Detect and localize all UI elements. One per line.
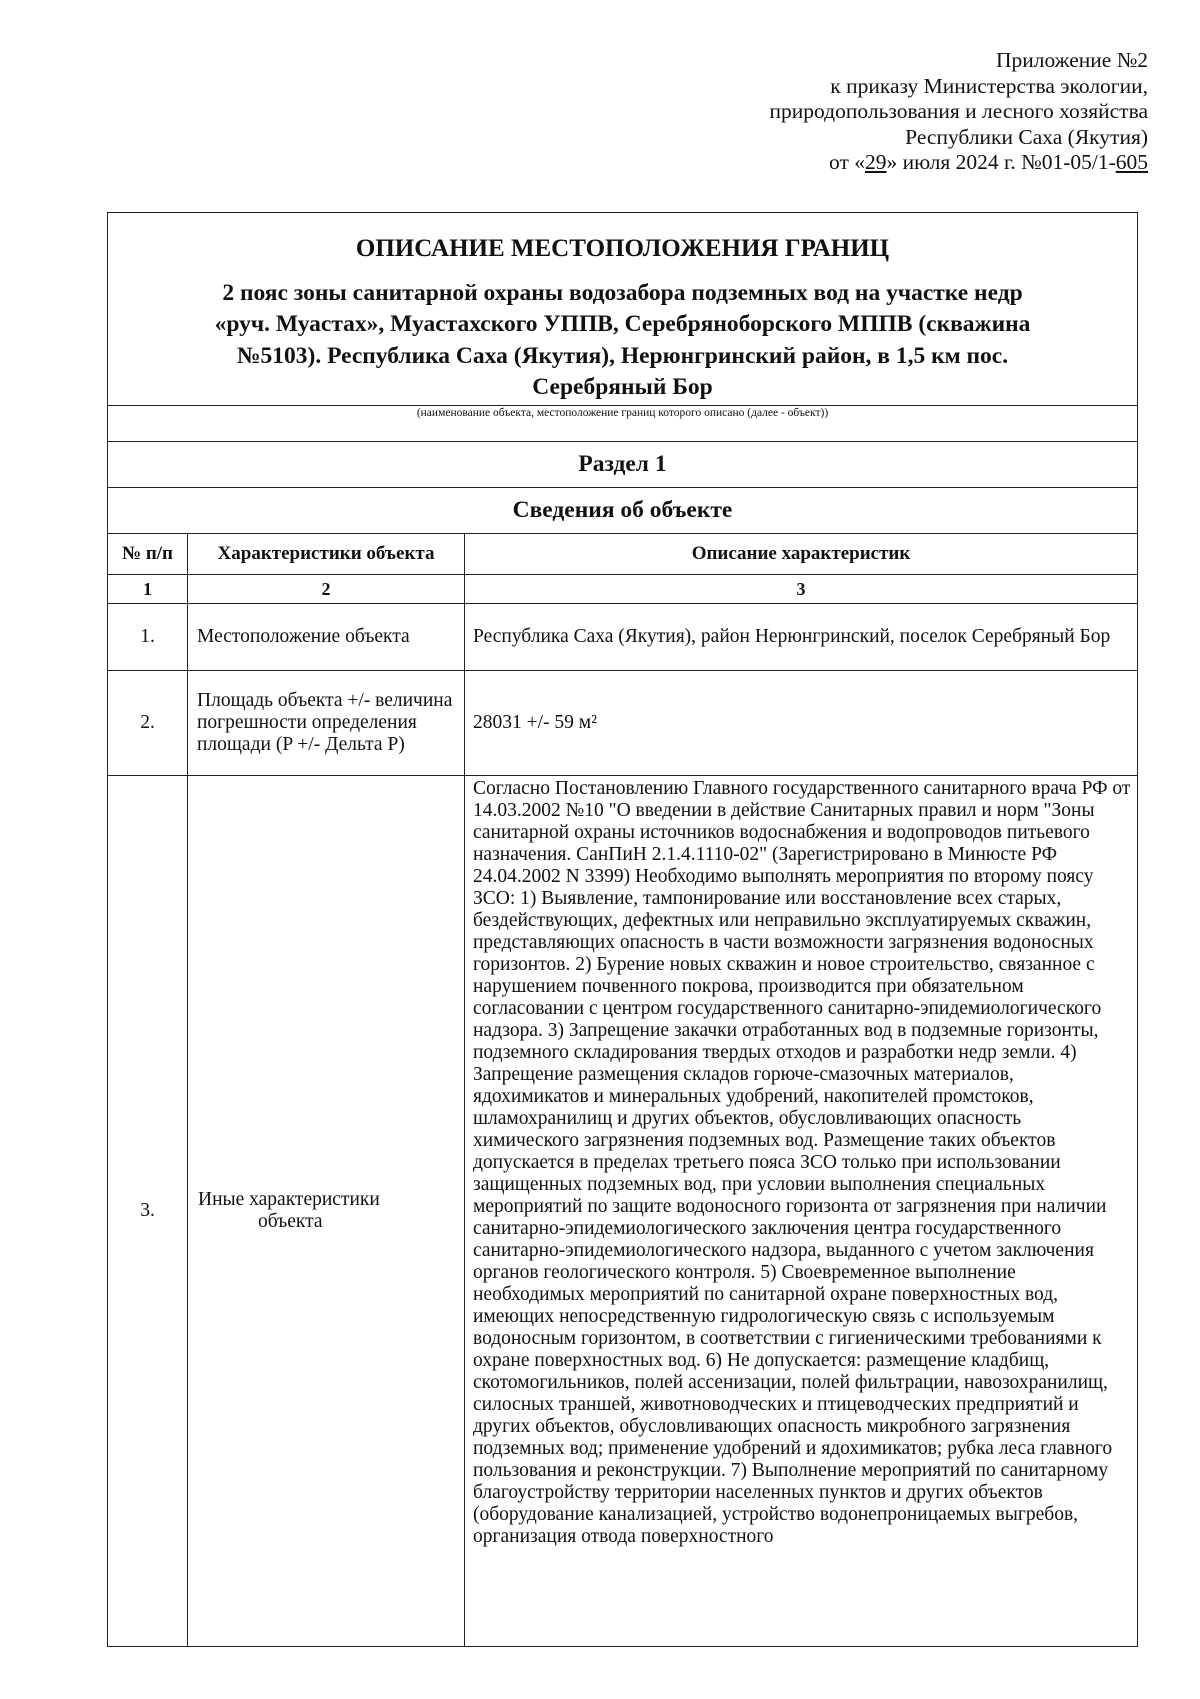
date-day: 29 — [865, 150, 887, 174]
date-middle: » июля 2024 г. №01-05/1- — [886, 150, 1116, 174]
table-header-row — [108, 534, 1138, 575]
table-row — [108, 671, 1138, 776]
appendix-line-2: к приказу Министерства экологии, — [830, 73, 1148, 98]
row-number: 1. — [108, 604, 188, 671]
column-number-3: 3 — [465, 575, 1138, 604]
row-label — [188, 776, 465, 1647]
section-subtitle: Сведения об объекте — [108, 488, 1138, 534]
row-value: Республика Саха (Якутия), район Нерюнгринский, поселок Серебряный Бор — [465, 604, 1138, 671]
row-label: Площадь объекта +/- величина погрешности определения площади (P +/- Дельта P) — [188, 671, 465, 776]
object-name-line-4: Серебряный Бор — [532, 374, 713, 400]
row-number: 3. — [108, 776, 188, 1647]
column-number-row — [108, 575, 1138, 604]
row-value: Согласно Постановлению Главного государственного санитарного врача РФ от 14.03.2002 №10 "О введении в действие Санитарных правил и норм "Зоны санитарной охраны источников водоснабжения и водопроводов питьевого назначения. СанПиН 2.1.4.1110-02" (Зарегистрировано в Минюсте РФ 24.04.2002 N 3399) Необходимо выполнять мероприятия по второму поясу ЗСО: 1) Выявление, тампонирование или восстановление всех старых, бездействующих, дефектных или неправильно эксплуатируемых скважин, представляющих опасность в части возможности загрязнения водоносных горизонтов. 2) Бурение новых скважин и новое строительство, связанное с нарушением почвенного покрова, производится при обязательном согласовании с центром государственного санитарно-эпидемиологического надзора. 3) Запрещение закачки отработанных вод в подземные горизонты, подземного складирования твердых отходов и разработки недр земли. 4) Запрещение размещения складов горюче-смазочных материалов, ядохимикатов и минеральных удобрений, накопителей промстоков, шламохранилищ и других объектов, обусловливающих опасность химического загрязнения подземных вод. Размещение таких объектов допускается в пределах третьего пояса ЗСО только при использовании защищенных подземных вод, при условии выполнения специальных мероприятий по защите водоносного горизонта от загрязнения при наличии санитарно-эпидемиологического заключения центра государственного санитарно-эпидемиологического надзора, выданного с учетом заключения органов геологического контроля. 5) Своевременное выполнение необходимых мероприятий по санитарной охране поверхностных вод, имеющих непосредственную гидрологическую связь с используемым водоносным горизонтом, в соответствии с гигиеническими требованиями к охране поверхностных вод. 6) Не допускается: размещение кладбищ, скотомогильников, полей ассенизации, полей фильтрации, навозохранилищ, силосных траншей, животноводческих и птицеводческих предприятий и других объектов, обусловливающих опасность микробного загрязнения подземных вод; применение удобрений и ядохимикатов; рубка леса главного пользования и реконструкции. 7) Выполнение мероприятий по санитарному благоустройству территории населенных пунктов и других объектов (оборудование канализацией, устройство водонепроницаемых выгребов, организация отвода поверхностного — [465, 776, 1138, 1647]
header-characteristics: Характеристики объекта — [188, 534, 465, 575]
row-number: 2. — [108, 671, 188, 776]
appendix-date-line — [588, 150, 1148, 176]
order-number: 605 — [1115, 150, 1148, 174]
table-row — [108, 604, 1138, 671]
row-label-line-1: Иные характеристики — [198, 1189, 380, 1210]
section-title: Раздел 1 — [108, 442, 1138, 488]
row-value: 28031 +/- 59 м² — [465, 671, 1138, 776]
title-block — [108, 213, 1138, 406]
document-title: ОПИСАНИЕ МЕСТОПОЛОЖЕНИЯ ГРАНИЦ — [355, 234, 890, 262]
header-number: № п/п — [108, 534, 188, 575]
description-table — [107, 212, 1138, 1647]
row-label: Местоположение объекта — [188, 604, 465, 671]
object-name-line-3: №5103). Республика Саха (Якутия), Нерюнгринский район, в 1,5 км пос. — [236, 342, 1009, 369]
row-label-line-2: объекта — [258, 1211, 323, 1232]
appendix-line-1: Приложение №2 — [995, 48, 1148, 72]
column-number-1: 1 — [108, 575, 188, 604]
appendix-line-3: природопользования и лесного хозяйства — [769, 99, 1148, 123]
header-description: Описание характеристик — [465, 534, 1138, 575]
table-row — [108, 776, 1138, 1647]
object-name — [122, 278, 1123, 404]
object-name-caption: (наименование объекта, местоположение границ которого описано (далее - объект)) — [108, 406, 1138, 442]
appendix-line-4: Республики Саха (Якутия) — [905, 124, 1148, 149]
date-prefix: от « — [829, 150, 866, 174]
object-name-line-2: «руч. Муастах», Муастахского УППВ, Серебряноборского МППВ (скважина — [214, 311, 1031, 337]
object-name-line-1: 2 пояс зоны санитарной охраны водозабора подземных вод на участке недр — [222, 279, 1023, 306]
appendix-header — [588, 48, 1148, 176]
column-number-2: 2 — [188, 575, 465, 604]
